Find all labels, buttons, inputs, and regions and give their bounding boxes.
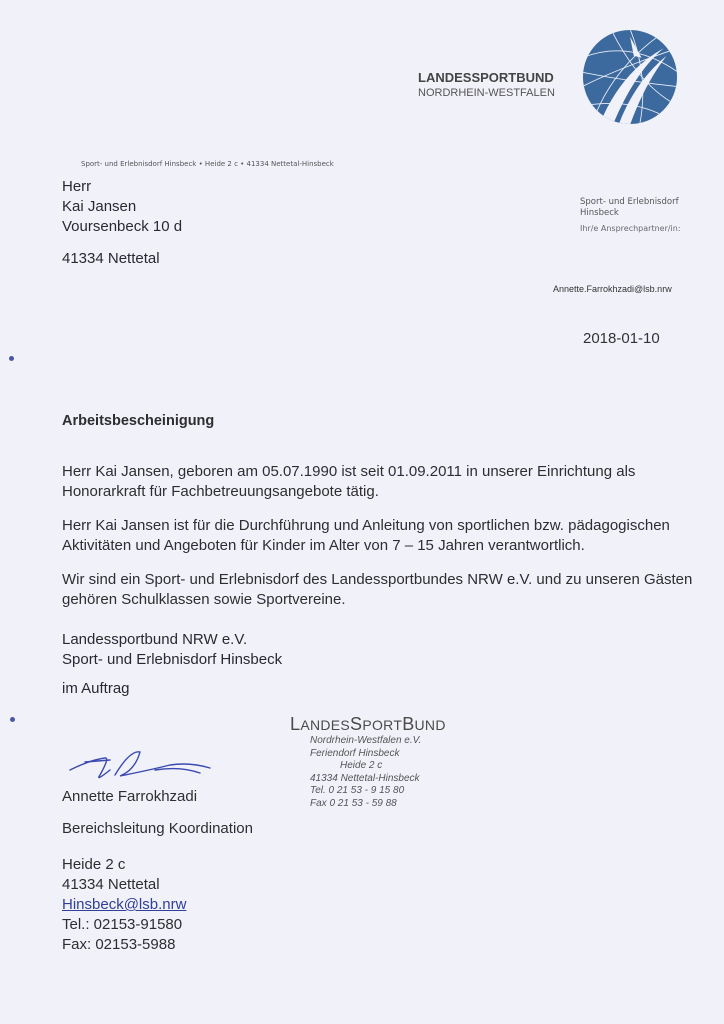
dept-line1: Sport- und Erlebnisdorf	[580, 197, 679, 207]
punch-hole-mark	[9, 356, 14, 361]
subject-heading: Arbeitsbescheinigung	[62, 413, 215, 429]
stamp-line: Heide 2 c	[340, 760, 383, 771]
footer-email-link[interactable]: Hinsbeck@lsb.nrw	[62, 896, 187, 913]
org-name: LANDESSPORTBUND	[418, 70, 554, 85]
letterhead-text	[418, 70, 568, 99]
recipient-city: 41334 Nettetal	[62, 250, 160, 267]
closing-org: Landessportbund NRW e.V.	[62, 631, 248, 648]
org-region: NORDRHEIN-WESTFALEN	[418, 87, 555, 99]
body-paragraph-1: Herr Kai Jansen, geboren am 05.07.1990 ist seit 01.09.2011 in unserer Einrichtung als Honorarkraft für Fachbetreuungsangebote tätig.	[62, 463, 636, 500]
recipient-salutation: Herr	[62, 178, 92, 195]
contact-email: Annette.Farrokhzadi@lsb.nrw	[553, 284, 672, 294]
stamp-title: LANDESSPORTBUND	[290, 714, 446, 734]
footer-contact	[62, 855, 186, 955]
punch-hole-mark	[10, 717, 15, 722]
stamp-line: Fax 0 21 53 - 59 88	[310, 797, 397, 809]
sender-return-address: Sport- und Erlebnisdorf Hinsbeck • Heide 2 c • 41334 Nettetal-Hinsbeck	[81, 160, 334, 168]
contact-label: Ihr/e Ansprechpartner/in:	[580, 224, 681, 233]
closing-dept: Sport- und Erlebnisdorf Hinsbeck	[62, 651, 283, 668]
footer-street: Heide 2 c	[62, 856, 126, 873]
stamp-line: Tel. 0 21 53 - 9 15 80	[310, 785, 405, 796]
stamp-line: Feriendorf Hinsbeck	[310, 747, 400, 759]
closing-block	[62, 630, 282, 670]
on-behalf-label: im Auftrag	[62, 680, 130, 697]
handwritten-signature	[60, 740, 260, 785]
signatory-role: Bereichsleitung Koordination	[62, 820, 253, 837]
footer-city: 41334 Nettetal	[62, 876, 160, 893]
recipient-address	[62, 177, 182, 269]
side-info	[580, 197, 681, 234]
dept-line2: Hinsbeck	[580, 208, 619, 218]
footer-fax: Fax: 02153-5988	[62, 936, 176, 953]
stamp-line: 41334 Nettetal-Hinsbeck	[310, 772, 420, 784]
body-paragraph-2: Herr Kai Jansen ist für die Durchführung und Anleitung von sportlichen bzw. pädagogischen Aktivitäten und Angeboten für Kinder im Alter von 7 – 15 Jahren verantwortlich.	[62, 517, 670, 554]
recipient-name: Kai Jansen	[62, 198, 137, 215]
letter-date: 2018-01-10	[583, 330, 660, 347]
signatory-name: Annette Farrokhzadi	[62, 788, 198, 805]
body-paragraph-3: Wir sind ein Sport- und Erlebnisdorf des Landessportbundes NRW e.V. und zu unseren Gästen gehören Schulklassen sowie Sportvereine.	[62, 571, 693, 608]
recipient-street: Voursenbeck 10 d	[62, 218, 183, 235]
organization-stamp	[290, 714, 480, 810]
landessportbund-logo-icon	[582, 29, 678, 125]
footer-phone: Tel.: 02153-91580	[62, 916, 183, 933]
stamp-line: Nordrhein-Westfalen e.V.	[310, 735, 422, 746]
